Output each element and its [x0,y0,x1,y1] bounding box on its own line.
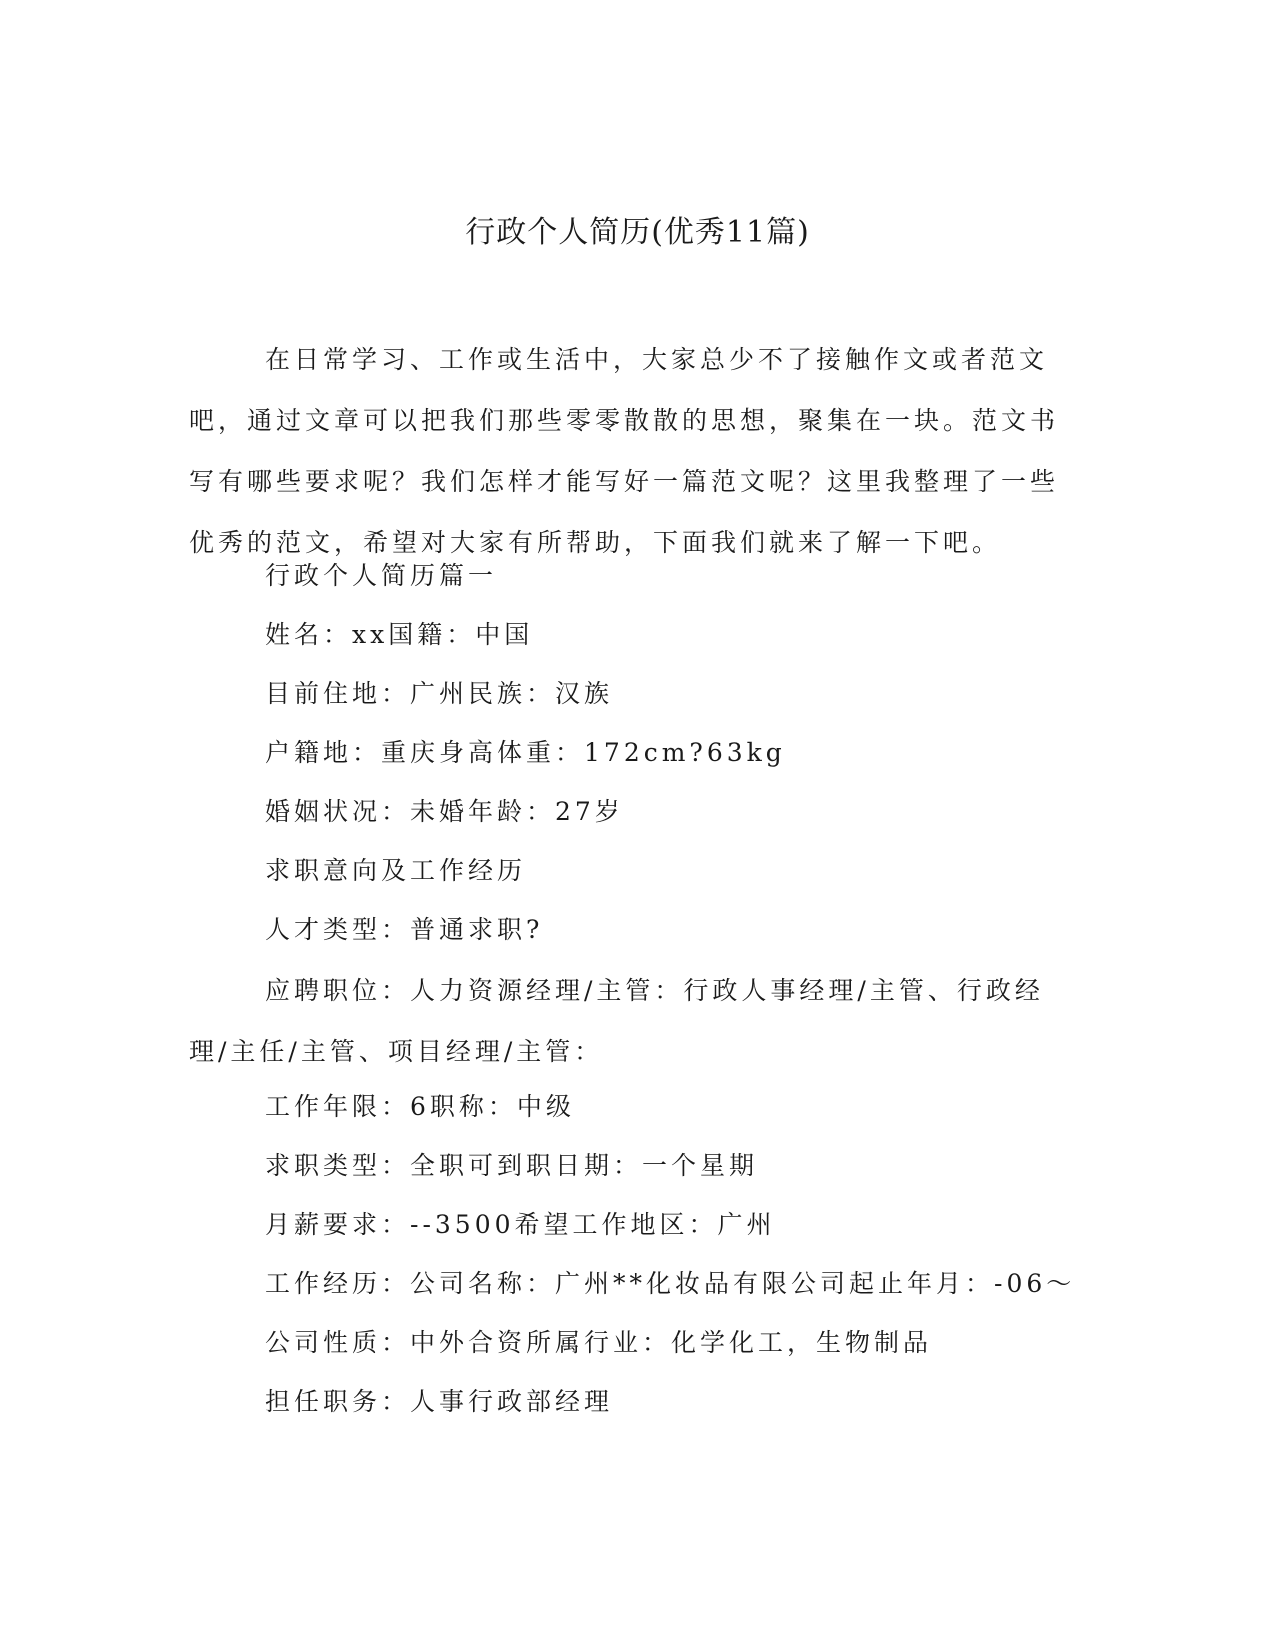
resume-line-hometown: 户籍地：重庆身高体重：172cm?63kg [265,738,786,767]
resume-line-years: 工作年限：6职称：中级 [265,1092,575,1121]
intro-paragraph: 在日常学习、工作或生活中，大家总少不了接触作文或者范文吧，通过文章可以把我们那些零零散散的思想，聚集在一块。范文书写有哪些要求呢？我们怎样才能写好一篇范文呢？这里我整理了一些优秀的范文，希望对大家有所帮助，下面我们就来了解一下吧。 [189,345,1060,557]
resume-line-salary: 月薪要求：--3500希望工作地区：广州 [265,1210,776,1239]
resume-line-residence: 目前住地：广州民族：汉族 [265,679,614,708]
resume-line-marital: 婚姻状况：未婚年龄：27岁 [265,797,624,826]
resume-line-position-held: 担任职务：人事行政部经理 [265,1387,614,1416]
resume-line-work-history: 工作经历：公司名称：广州**化妆品有限公司起止年月：-06～ [265,1269,1076,1298]
resume-line-talent-type: 人才类型：普通求职? [265,915,544,944]
resume-line-positions: 应聘职位：人力资源经理/主管：行政人事经理/主管、行政经理/主任/主管、项目经理/主管： [189,976,1044,1066]
resume-line-job-type: 求职类型：全职可到职日期：一个星期 [265,1151,759,1180]
section-heading: 行政个人简历篇一 [265,561,498,590]
document-title: 行政个人简历(优秀11篇) [465,215,810,250]
resume-section-job-intent: 求职意向及工作经历 [265,856,527,885]
resume-line-company-type: 公司性质：中外合资所属行业：化学化工，生物制品 [265,1328,933,1357]
resume-line-name: 姓名：xx国籍：中国 [265,620,534,649]
